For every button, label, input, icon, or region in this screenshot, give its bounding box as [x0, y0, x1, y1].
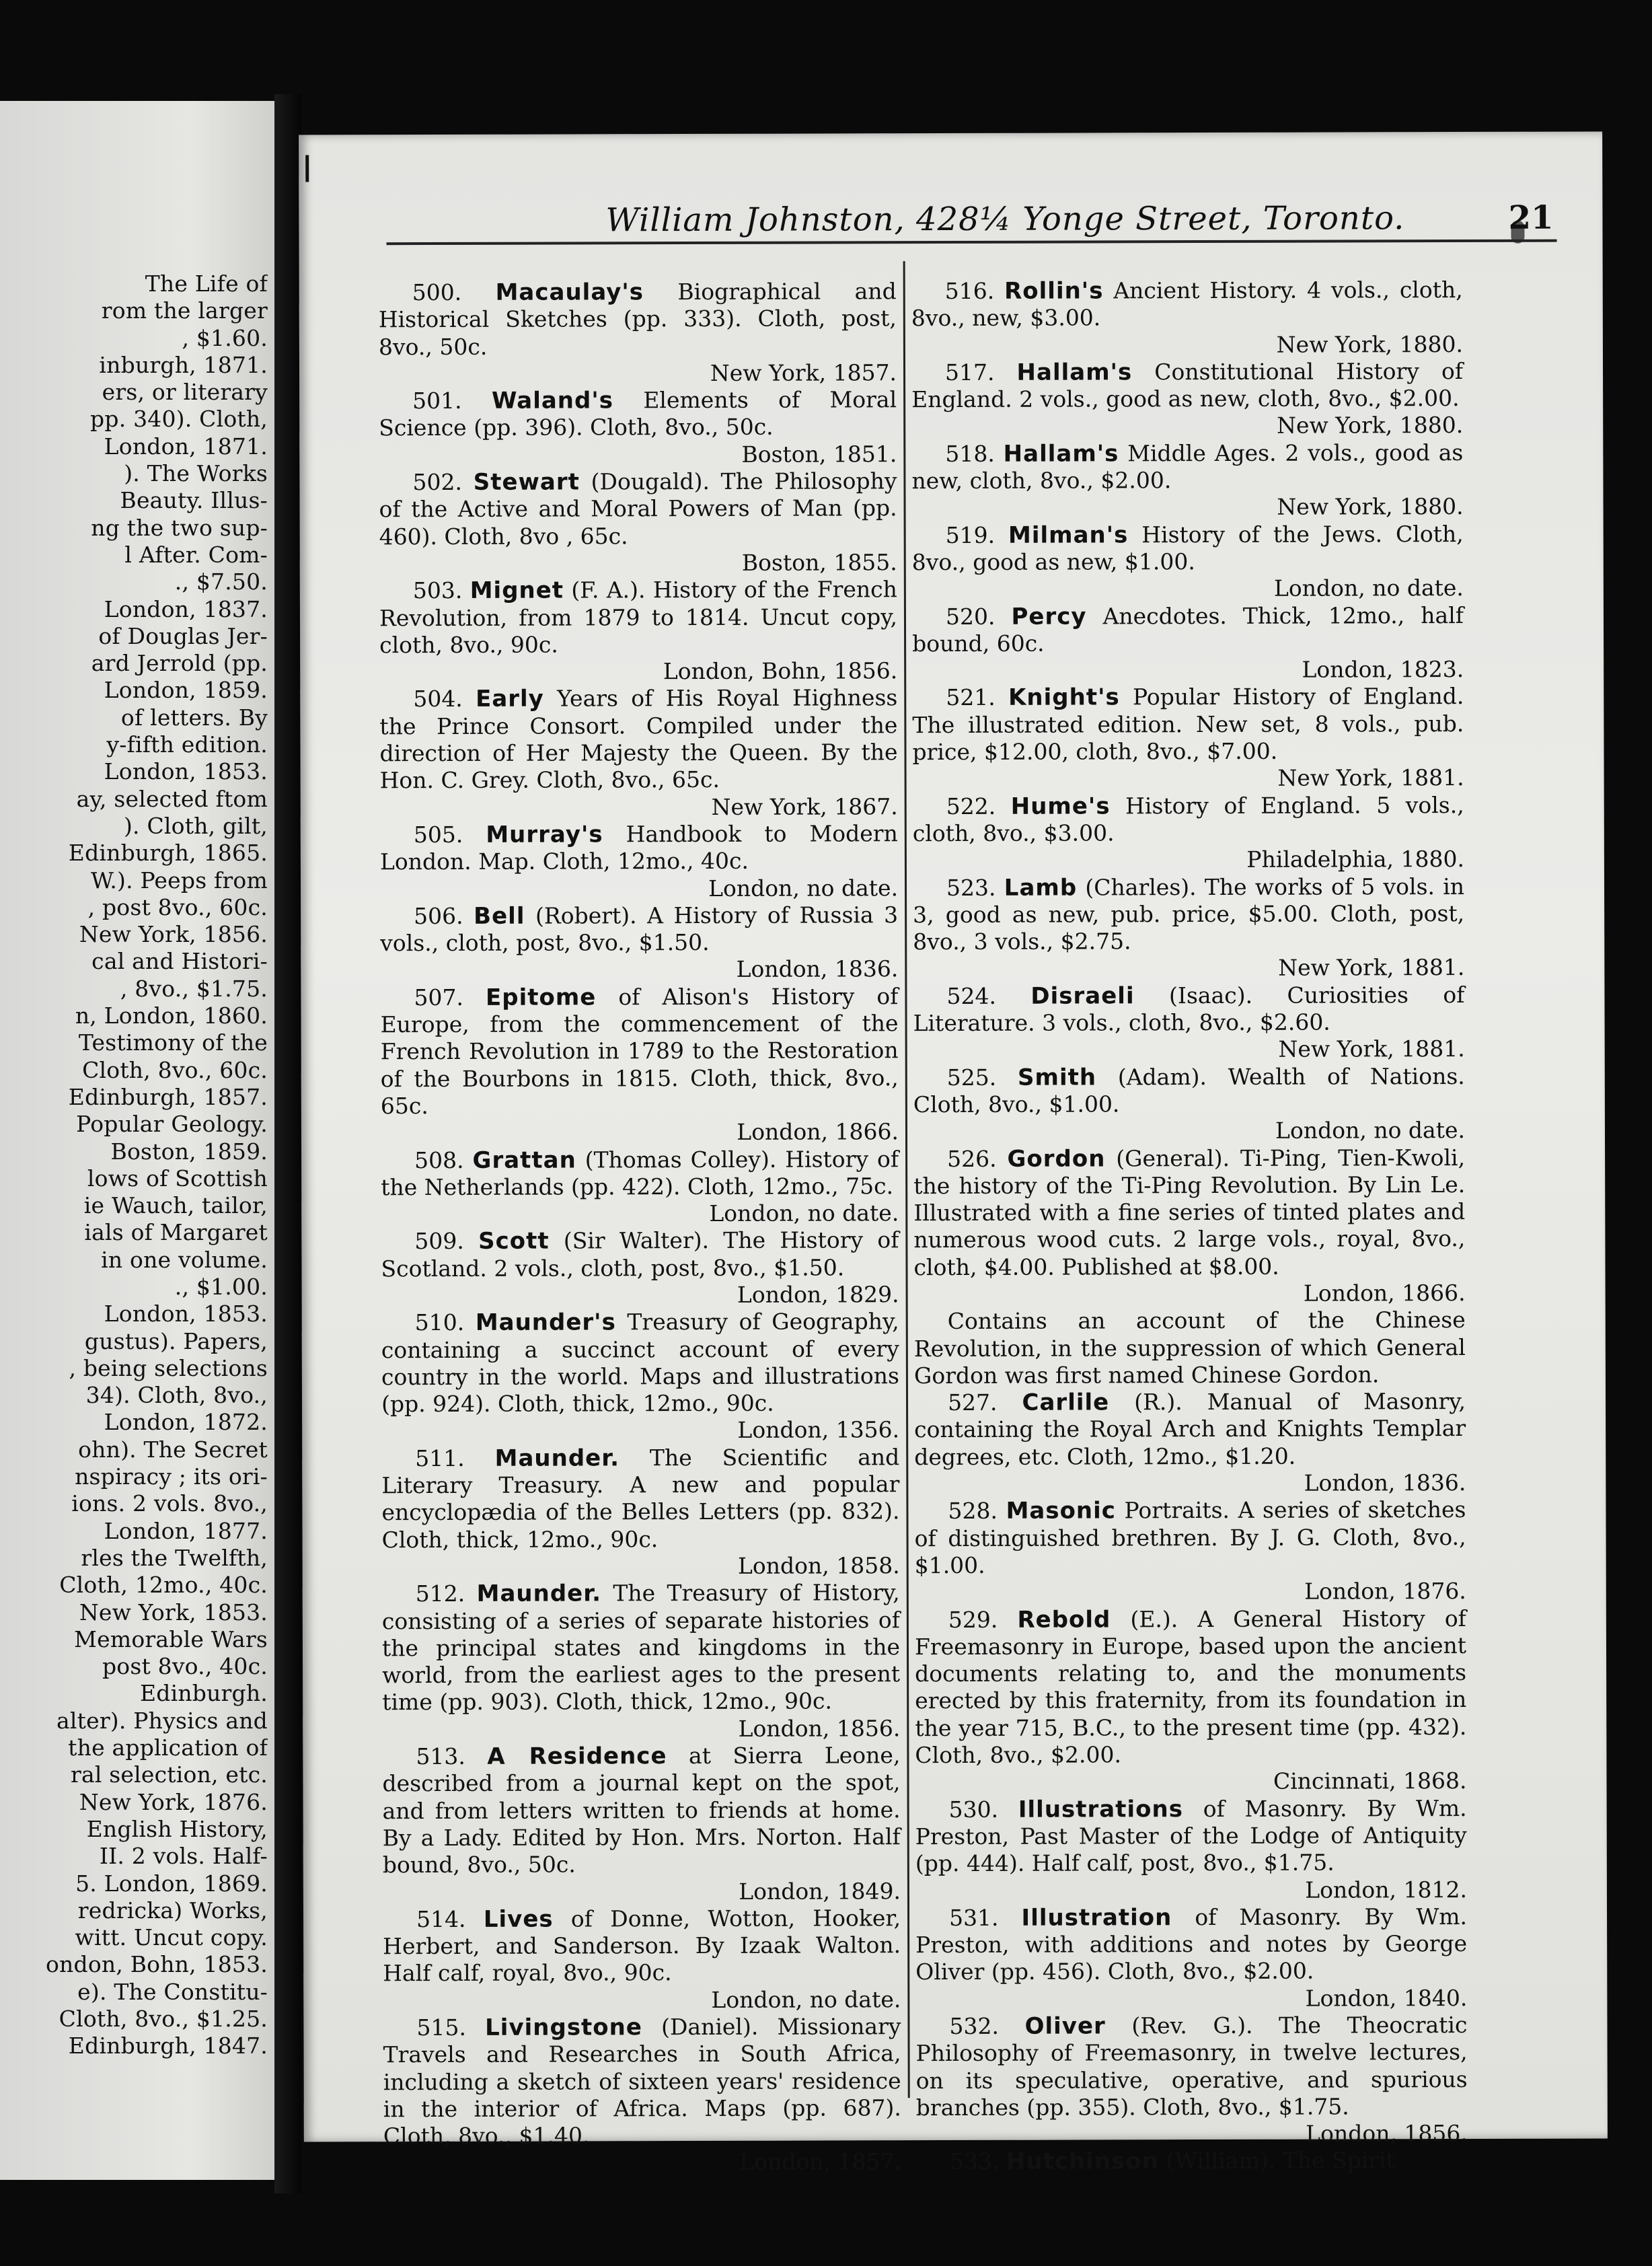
running-title: William Johnston, 428¼ Yonge Street, Toronto.: [605, 199, 1405, 240]
left-page-line: Edinburgh, 1865.: [68, 840, 268, 867]
entry-description: Treasury of Geography, containing a succinct account of every country in the world. Maps and illustrations (pp. 924). Cloth, thick, 12mo., 90c.: [381, 1308, 899, 1418]
entry-imprint: New York, 1881.: [1278, 1035, 1465, 1063]
left-page-line: London, 1837.: [104, 595, 268, 622]
left-page-line: ., $7.50.: [174, 569, 268, 595]
entry-number: 507.: [414, 984, 463, 1011]
catalog-column-right: [911, 277, 1468, 2176]
left-page-line: ng the two sup-: [91, 514, 268, 541]
entry-imprint: London, no date.: [1275, 1117, 1466, 1144]
left-page-line: , being selections: [69, 1354, 268, 1381]
catalog-entry: [913, 792, 1464, 875]
entry-title: Murray's: [486, 821, 603, 848]
catalog-entry: [381, 1227, 899, 1310]
left-page-line: ondon, Bohn, 1853.: [45, 1951, 268, 1978]
entry-number: 514.: [416, 1905, 466, 1932]
catalog-entry: [379, 386, 897, 469]
catalog-entry: [380, 983, 899, 1147]
catalog-entry: [379, 278, 897, 388]
entry-description: Contains an account of the Chinese Revolution, in the suppression of which General Gordon was first named Chinese Gordon.: [913, 1307, 1466, 1389]
left-page-text: [0, 270, 268, 2060]
entry-description: of Alison's History of Europe, from the commencement of the French Revolution in 1789 to the Restoration of the Bourbons in 1815. Cloth, thick, 8vo., 65c.: [380, 982, 899, 1120]
left-page-line: London, 1853.: [104, 758, 268, 785]
left-page: [0, 101, 274, 2180]
entry-description: (R.). Manual of Masonry, containing the Royal Arch and Knights Templar degrees, etc. Cloth, 12mo., $1.20.: [914, 1388, 1466, 1470]
entry-title: Grattan: [472, 1146, 576, 1174]
left-page-line: ials of Margaret: [84, 1219, 268, 1246]
catalog-entry: [379, 576, 897, 686]
left-page-line: , $1.60.: [182, 324, 268, 351]
page-gutter: [274, 94, 301, 2193]
catalog-entry: [915, 2012, 1468, 2149]
catalog-entry: [913, 1144, 1466, 1309]
entry-title: Scott: [478, 1227, 550, 1255]
entry-number: 515.: [416, 2014, 466, 2041]
left-page-line: 34). Cloth, 8vo.,: [85, 1382, 268, 1409]
left-page-line: London, 1877.: [104, 1517, 268, 1544]
catalog-entry: [382, 1579, 901, 1743]
catalog-entry: [381, 1444, 900, 1580]
entry-description: (William). The Spirit: [1166, 2147, 1395, 2174]
entry-number: 510.: [414, 1309, 465, 1336]
left-page-line: Popular Geology.: [76, 1111, 268, 1138]
entry-imprint: London, 1856.: [1306, 2120, 1468, 2147]
left-page-line: Edinburgh.: [139, 1680, 268, 1707]
catalog-entry: [914, 1388, 1466, 1498]
entry-number: 512.: [415, 1580, 465, 1607]
left-page-line: Edinburgh, 1857.: [68, 1083, 268, 1110]
entry-title: Maunder.: [494, 1445, 620, 1472]
entry-description: Handbook to Modern London. Map. Cloth, 12mo., 40c.: [379, 820, 898, 875]
left-page-line: , 8vo., $1.75.: [120, 975, 268, 1002]
entry-title: Livingstone: [485, 2014, 642, 2041]
entry-imprint: London, no date.: [708, 874, 899, 902]
entry-title: Disraeli: [1030, 982, 1135, 1010]
catalog-entry: [381, 1146, 899, 1229]
left-page-line: London, 1859.: [104, 677, 268, 704]
entry-title: Macaulay's: [495, 279, 644, 306]
catalog-entry: [379, 468, 897, 577]
entry-number: 517.: [944, 359, 995, 386]
left-page-line: II. 2 vols. Half-: [99, 1843, 268, 1870]
entry-number: 521.: [946, 684, 996, 711]
catalog-entry: [380, 820, 898, 903]
entry-title: Bell: [474, 902, 525, 930]
entry-title: Percy: [1011, 603, 1087, 630]
left-page-line: redricka) Works,: [77, 1897, 268, 1924]
catalog-entry: [383, 2013, 901, 2177]
entry-number: 530.: [948, 1796, 999, 1823]
entry-number: 516.: [944, 277, 995, 305]
entry-description: (Rev. G.). The Theocratic Philosophy of Freemasonry, in twelve lectures, on its speculative, operative, and spurious branches (pp. 355). Cloth, 8vo., $1.75.: [915, 2012, 1468, 2121]
entry-description: Middle Ages. 2 vols., good as new, cloth, 8vo., $2.00.: [911, 439, 1464, 495]
catalog-entry: [912, 602, 1464, 685]
left-page-line: London, 1871.: [104, 433, 268, 460]
left-page-line: rom the larger: [101, 297, 268, 324]
entry-description: The Treasury of History, consisting of a series of separate histories of the principal states and kingdoms in the world, from the earliest ages to the present time (pp. 903). Cloth, thick, 12mo., 90c.: [381, 1579, 901, 1716]
catalog-column-left: [379, 278, 901, 2177]
left-page-line: ). Cloth, gilt,: [123, 812, 268, 839]
entry-description: Portraits. A series of sketches of distinguished brethren. By J. G. Cloth, 8vo., $1.00.: [914, 1496, 1466, 1579]
entry-number: 503.: [412, 577, 463, 604]
entry-imprint: London, no date.: [711, 1985, 901, 2013]
left-page-line: Testimony of the: [78, 1029, 268, 1056]
entry-description: of Donne, Wotton, Hooker, Herbert, and Sanderson. By Izaak Walton. Half calf, royal, 8vo., 90c.: [383, 1905, 901, 1987]
entry-title: Oliver: [1024, 2012, 1106, 2040]
entry-number: 532.: [949, 2012, 999, 2040]
entry-number: 520.: [945, 603, 996, 630]
entry-description: Popular History of England. The illustrated edition. New set, 8 vols., pub. price, $12.00, cloth, 8vo., $7.00.: [912, 683, 1464, 766]
entry-description: Ancient History. 4 vols., cloth, 8vo., new, $3.00.: [911, 277, 1463, 332]
entry-imprint: London, 1829.: [737, 1281, 899, 1308]
entry-title: Maunder's: [475, 1309, 616, 1337]
left-page-line: ). The Works: [124, 460, 268, 487]
catalog-entry: [915, 1903, 1467, 2013]
entry-number: 513.: [416, 1743, 465, 1770]
catalog-entry: [914, 1496, 1466, 1606]
entry-description: (General). Ti-Ping, Tien-Kwoli, the history of the Ti-Ping Revolution. By Lin Le. Illustrated with a fine series of tinted plates and numerous wood cuts. 2 large vols., royal, 8vo., cloth, $4.00. Published at $8.00.: [913, 1144, 1466, 1280]
left-page-line: Edinburgh, 1847.: [68, 2033, 268, 2059]
entry-imprint: New York, 1881.: [1278, 954, 1465, 982]
entry-imprint: New York, 1881.: [1277, 764, 1464, 792]
entry-imprint: London, 1356.: [737, 1416, 900, 1444]
entry-imprint: London, 1836.: [736, 955, 899, 983]
entry-description: (Robert). A History of Russia 3 vols., cloth, post, 8vo., $1.50.: [380, 902, 899, 957]
entry-imprint: New York, 1880.: [1277, 412, 1464, 439]
left-page-line: The Life of: [145, 270, 268, 297]
left-page-line: Beauty. Illus-: [120, 487, 268, 514]
catalog-entry: [914, 1307, 1466, 1389]
entry-title: A Residence: [487, 1743, 667, 1770]
entry-imprint: London, 1840.: [1305, 1984, 1468, 2012]
entry-imprint: New York, 1880.: [1276, 330, 1463, 358]
page-number: 21: [1508, 198, 1554, 237]
entry-title: Illustrations: [1018, 1795, 1183, 1823]
entry-imprint: Philadelphia, 1880.: [1246, 846, 1464, 873]
left-page-line: ard Jerrold (pp.: [91, 650, 268, 677]
entry-description: History of England. 5 vols., cloth, 8vo., $3.00.: [912, 791, 1464, 847]
entry-imprint: London, 1876.: [1304, 1578, 1466, 1605]
entry-title: Smith: [1017, 1064, 1097, 1091]
entry-imprint: London, no date.: [1273, 575, 1464, 602]
left-page-line: New York, 1876.: [79, 1788, 268, 1815]
catalog-entry: [916, 2147, 1468, 2175]
entry-description: (E.). A General History of Freemasonry in Europe, based upon the ancient documents relating to, and the monuments erected by this fraternity, from its foundation in the year 715, B.C., to the present time (pp. 432). Cloth, 8vo., $2.00.: [914, 1605, 1467, 1769]
catalog-entry: [380, 902, 898, 984]
entry-imprint: London, 1836.: [1304, 1469, 1466, 1496]
entry-imprint: London, Bohn, 1856.: [663, 657, 898, 685]
column-divider: [903, 261, 910, 2098]
entry-description: of Masonry. By Wm. Preston, Past Master of the Lodge of Antiquity (pp. 444). Half calf, post, 8vo., $1.75.: [915, 1794, 1467, 1877]
entry-number: 506.: [414, 902, 463, 929]
left-page-line: New York, 1856.: [79, 921, 268, 948]
left-page-line: y-fifth edition.: [106, 731, 268, 758]
left-page-line: inburgh, 1871.: [99, 351, 268, 378]
catalog-entry: [912, 521, 1464, 604]
entry-number: 519.: [945, 521, 996, 548]
left-page-line: of letters. By: [120, 704, 268, 731]
entry-description: The Scientific and Literary Treasury. A new and popular encyclopædia of the Belles Letters (pp. 832). Cloth, thick, 12mo., 90c.: [381, 1443, 900, 1553]
right-page: [299, 131, 1608, 2176]
entry-description: (Adam). Wealth of Nations. Cloth, 8vo., $1.00.: [913, 1062, 1465, 1118]
left-page-line: cal and Histori-: [91, 948, 268, 975]
entry-description: Anecdotes. Thick, 12mo., half bound, 60c.: [912, 601, 1464, 657]
entry-number: 522.: [946, 793, 996, 819]
entry-number: 502.: [412, 468, 462, 496]
left-page-line: Memorable Wars: [74, 1625, 268, 1652]
catalog-entry: [913, 982, 1464, 1064]
left-page-line: London, 1872.: [104, 1409, 268, 1436]
catalog-entry: [915, 1795, 1467, 1905]
entry-number: 501.: [412, 388, 462, 414]
left-page-line: New York, 1853.: [79, 1599, 268, 1625]
entry-number: 504.: [413, 686, 463, 712]
entry-description: Biographical and Historical Sketches (pp. 333). Cloth, post, 8vo., 50c.: [378, 278, 897, 360]
left-page-line: ie Wauch, tailor,: [83, 1192, 268, 1219]
entry-imprint: London, 1866.: [737, 1118, 899, 1146]
entry-title: Illustration: [1021, 1903, 1172, 1932]
left-page-line: witt. Uncut copy.: [75, 1924, 268, 1951]
entry-number: 531.: [948, 1904, 999, 1931]
left-page-line: in one volume.: [101, 1246, 268, 1273]
left-page-line: post 8vo., 40c.: [102, 1653, 268, 1680]
left-page-line: London, 1853.: [104, 1301, 268, 1327]
left-page-line: Cloth, 8vo., 60c.: [82, 1056, 268, 1083]
left-page-line: n, London, 1860.: [75, 1002, 268, 1029]
entry-description: Years of His Royal Highness the Prince Consort. Compiled under the direction of Her Majesty the Queen. By the Hon. C. Grey. Cloth, 8vo., 65c.: [379, 684, 898, 794]
entry-title: Rebold: [1017, 1605, 1111, 1634]
left-page-line: the application of: [68, 1734, 268, 1761]
entry-description: Elements of Moral Science (pp. 396). Cloth, 8vo., 50c.: [379, 386, 897, 441]
left-page-line: nspiracy ; its ori-: [75, 1463, 268, 1490]
entry-description: (Charles). The works of 5 vols. in 3, good as new, pub. price, $5.00. Cloth, post, 8vo., 3 vols., $2.75.: [913, 873, 1465, 955]
entry-imprint: London, 1812.: [1305, 1876, 1467, 1903]
entry-title: Waland's: [491, 387, 614, 414]
left-page-line: gustus). Papers,: [84, 1327, 268, 1354]
entry-number: 500.: [412, 279, 462, 306]
left-page-line: W.). Peeps from: [91, 867, 268, 893]
entry-number: 524.: [946, 982, 996, 1009]
entry-title: Rollin's: [1004, 277, 1104, 305]
entry-number: 533.: [949, 2148, 1000, 2175]
entry-number: 528.: [948, 1498, 998, 1525]
left-page-line: Boston, 1859.: [110, 1138, 268, 1165]
entry-number: 527.: [947, 1389, 998, 1416]
entry-title: Carlile: [1022, 1389, 1110, 1416]
catalog-entry: [913, 1063, 1465, 1146]
entry-description: (Thomas Colley). History of the Netherlands (pp. 422). Cloth, 12mo., 75c.: [381, 1145, 899, 1201]
left-page-line: , post 8vo., 60c.: [87, 893, 268, 920]
entry-title: Hallam's: [1003, 440, 1119, 468]
entry-imprint: London, 1857.: [739, 2148, 902, 2176]
left-page-line: ., $1.00.: [174, 1273, 268, 1300]
entry-number: 529.: [948, 1606, 998, 1633]
entry-number: 518.: [945, 440, 995, 467]
entry-description: History of the Jews. Cloth, 8vo., good as new, $1.00.: [911, 520, 1464, 576]
catalog-entry: [911, 277, 1463, 359]
entry-title: Maunder.: [476, 1580, 602, 1608]
catalog-entry: [381, 1308, 900, 1445]
entry-imprint: London, no date.: [709, 1200, 899, 1227]
catalog-entry: [911, 358, 1463, 441]
entry-imprint: New York, 1857.: [710, 359, 897, 386]
entry-number: 508.: [414, 1146, 464, 1173]
entry-imprint: New York, 1867.: [711, 793, 898, 820]
entry-imprint: London, 1856.: [738, 1714, 901, 1742]
entry-imprint: Cincinnati, 1868.: [1273, 1767, 1467, 1795]
entry-imprint: London, 1866.: [1303, 1279, 1466, 1307]
entry-title: Epitome: [485, 984, 597, 1011]
entry-title: Knight's: [1008, 684, 1120, 712]
entry-title: Lamb: [1004, 874, 1078, 902]
left-page-line: ay, selected ftom: [76, 785, 268, 812]
entry-number: 511.: [415, 1445, 465, 1471]
left-page-line: l After. Com-: [124, 541, 268, 568]
entry-title: Gordon: [1007, 1144, 1106, 1173]
left-page-line: rles the Twelfth,: [81, 1544, 268, 1571]
entry-description: (Dougald). The Philosophy of the Active and Moral Powers of Man (pp. 460). Cloth, 8vo , 65c.: [379, 468, 897, 550]
entry-description: Constitutional History of England. 2 vols., good as new, cloth, 8vo., $2.00.: [911, 357, 1464, 413]
entry-description: at Sierra Leone, described from a journal kept on the spot, and from letters written to friends at home. By a Lady. Edited by Hon. Mrs. Norton. Half bound, 8vo., 50c.: [382, 1742, 901, 1878]
left-page-line: 5. London, 1869.: [75, 1870, 268, 1897]
catalog-entry: [383, 1905, 901, 2014]
catalog-entry: [379, 685, 898, 821]
entry-description: (Isaac). Curiosities of Literature. 3 vols., cloth, 8vo., $2.60.: [913, 981, 1465, 1037]
left-page-line: Cloth, 8vo., $1.25.: [59, 2006, 268, 2032]
entry-description: (Daniel). Missionary Travels and Researches in South Africa, including a sketch of sixteen years' residence in the interior of Africa. Maps (pp. 687). Cloth, 8vo., $1.40.: [383, 2013, 901, 2150]
entry-number: 523.: [946, 874, 996, 901]
left-page-line: ohn). The Secret: [78, 1436, 268, 1463]
left-page-line: of Douglas Jer-: [98, 622, 268, 649]
catalog-entry: [911, 439, 1463, 522]
catalog-entry: [915, 1605, 1467, 1796]
left-page-line: alter). Physics and: [57, 1707, 268, 1734]
entry-imprint: Boston, 1851.: [741, 440, 897, 468]
left-page-line: ions. 2 vols. 8vo.,: [71, 1490, 268, 1517]
entry-imprint: London, 1849.: [739, 1877, 901, 1905]
entry-title: Stewart: [473, 468, 580, 496]
catalog-entry: [913, 873, 1464, 983]
entry-title: Hutchinson: [1006, 2148, 1159, 2176]
entry-title: Milman's: [1008, 521, 1129, 549]
margin-mark: [305, 155, 309, 182]
entry-number: 525.: [946, 1064, 997, 1091]
entry-number: 509.: [414, 1228, 464, 1255]
left-page-line: e). The Constitu-: [77, 1978, 268, 2005]
entry-imprint: Boston, 1855.: [741, 549, 897, 576]
entry-title: Hallam's: [1016, 359, 1133, 386]
left-page-line: ers, or literary: [102, 379, 268, 406]
entry-title: Mignet: [470, 577, 564, 605]
left-page-line: pp. 340). Cloth,: [90, 406, 268, 433]
catalog-entry: [912, 683, 1464, 793]
entry-title: Hume's: [1010, 793, 1111, 820]
left-page-line: Cloth, 12mo., 40c.: [59, 1572, 268, 1599]
entry-description: (F. A.). History of the French Revolution, from 1879 to 1814. Uncut copy, cloth, 8vo., 90c.: [379, 576, 898, 659]
entry-number: 526.: [947, 1145, 997, 1172]
entry-title: Masonic: [1006, 1497, 1116, 1525]
left-page-line: lows of Scottish: [87, 1165, 268, 1192]
left-page-line: ral selection, etc.: [70, 1761, 268, 1788]
entry-description: (Sir Walter). The History of Scotland. 2 vols., cloth, post, 8vo., $1.50.: [381, 1227, 899, 1282]
entry-number: 505.: [413, 821, 463, 848]
catalog-entry: [382, 1742, 901, 1906]
entry-title: Lives: [483, 1905, 554, 1933]
page-header: [363, 199, 1573, 256]
entry-description: of Masonry. By Wm. Preston, with additions and notes by George Oliver (pp. 456). Cloth, 8vo., $2.00.: [915, 1903, 1468, 1985]
entry-imprint: London, 1823.: [1302, 656, 1464, 683]
entry-imprint: New York, 1880.: [1277, 493, 1464, 521]
entry-imprint: London, 1858.: [737, 1552, 900, 1579]
left-page-line: English History,: [86, 1815, 268, 1842]
entry-title: Early: [476, 686, 544, 713]
